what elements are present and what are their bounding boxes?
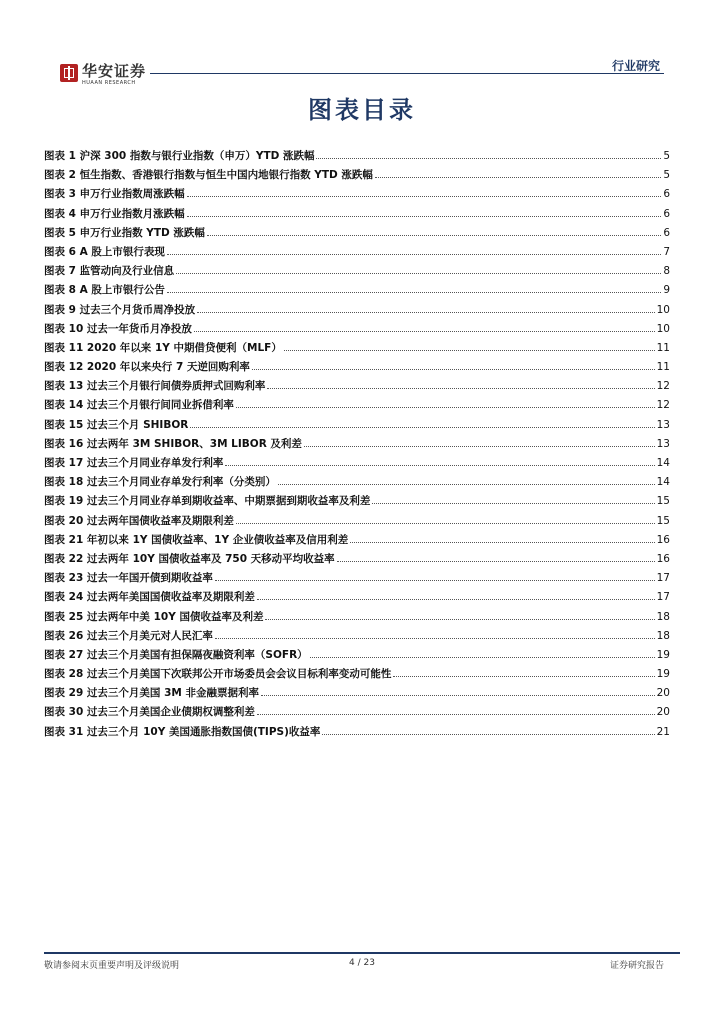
toc-entry-label: 图表 23 过去一年国开债到期收益率 [44, 572, 213, 585]
toc-entry-label: 图表 14 过去三个月银行间同业拆借利率 [44, 399, 234, 412]
toc-entry[interactable] [44, 206, 670, 225]
toc-dot-leader [215, 571, 655, 581]
toc-entry-label: 图表 30 过去三个月美国企业债期权调整利差 [44, 706, 255, 719]
toc-dot-leader [236, 514, 655, 524]
toc-entry-label: 图表 27 过去三个月美国有担保隔夜融资利率（SOFR） [44, 648, 308, 661]
toc-entry[interactable] [44, 397, 670, 416]
toc-entry[interactable] [44, 647, 670, 666]
toc-dot-leader [322, 725, 654, 735]
toc-dot-leader [194, 322, 655, 332]
toc-entry-page: 17 [656, 591, 670, 604]
toc-dot-leader [267, 379, 654, 389]
toc-entry-page: 14 [656, 476, 670, 489]
toc-entry-label: 图表 17 过去三个月同业存单发行利率 [44, 457, 224, 469]
toc-entry-label: 图表 5 申万行业指数 YTD 涨跌幅 [44, 226, 205, 239]
toc-entry-label: 图表 24 过去两年美国国债收益率及期限利差 [44, 591, 255, 604]
toc-entry[interactable] [44, 666, 670, 685]
section-tag: 行业研究 [611, 59, 660, 73]
toc-entry[interactable] [44, 302, 670, 321]
toc-dot-leader [236, 398, 655, 408]
toc-entry-label: 图表 15 过去三个月 SHIBOR [44, 418, 189, 431]
toc-entry[interactable] [44, 570, 670, 589]
toc-entry[interactable] [44, 263, 670, 282]
toc-entry-label: 图表 19 过去三个月同业存单到期收益率、中期票据到期收益率及利差 [44, 495, 371, 508]
toc-entry[interactable] [44, 378, 670, 397]
toc-entry-label: 图表 25 过去两年中美 10Y 国债收益率及利差 [44, 610, 264, 623]
toc-entry-page: 12 [656, 399, 670, 412]
toc-entry[interactable] [44, 551, 670, 570]
company-logo-text: 华安证券 [82, 62, 147, 80]
toc-entry-page: 12 [656, 380, 670, 393]
toc-dot-leader [252, 360, 655, 370]
toc-dot-leader [190, 418, 654, 428]
toc-dot-leader [187, 207, 662, 217]
toc-entry[interactable] [44, 340, 670, 359]
toc-entry-page: 6 [663, 226, 670, 239]
toc-dot-leader [310, 648, 655, 658]
toc-entry[interactable] [44, 244, 670, 263]
toc-entry[interactable] [44, 704, 670, 723]
toc-dot-leader [393, 667, 654, 677]
footer-report-type: 证券研究报告 [609, 961, 664, 971]
toc-entry-page: 21 [656, 725, 670, 738]
toc-entry[interactable] [44, 282, 670, 301]
toc-entry[interactable] [44, 417, 670, 436]
toc-dot-leader [207, 226, 661, 236]
toc-entry-page: 15 [656, 495, 670, 508]
page-number: 4 / 23 [349, 958, 375, 968]
toc-entry[interactable] [44, 513, 670, 532]
toc-entry-page: 18 [656, 610, 670, 623]
toc-entry-page: 7 [663, 245, 670, 258]
toc-entry-page: 15 [656, 514, 670, 527]
toc-dot-leader [257, 705, 655, 715]
toc-entry[interactable] [44, 628, 670, 647]
toc-dot-leader [225, 456, 654, 466]
toc-entry-page: 11 [656, 361, 670, 374]
toc-entry-page: 14 [656, 457, 670, 469]
figure-index [44, 148, 670, 743]
toc-entry-label: 图表 29 过去三个月美国 3M 非金融票据利率 [44, 687, 259, 700]
toc-entry[interactable] [44, 167, 670, 186]
toc-entry-page: 5 [663, 150, 670, 162]
toc-dot-leader [176, 264, 661, 274]
toc-dot-leader [257, 590, 655, 600]
toc-entry[interactable] [44, 321, 670, 340]
toc-entry[interactable] [44, 532, 670, 551]
toc-dot-leader [167, 283, 661, 293]
toc-entry-page: 13 [656, 418, 670, 431]
toc-entry-label: 图表 7 监管动向及行业信息 [44, 265, 175, 278]
toc-entry[interactable] [44, 589, 670, 608]
toc-entry-label: 图表 22 过去两年 10Y 国债收益率及 750 天移动平均收益率 [44, 552, 335, 565]
toc-entry-page: 5 [663, 169, 670, 182]
toc-entry-page: 9 [663, 284, 670, 297]
toc-entry-label: 图表 31 过去三个月 10Y 美国通胀指数国债(TIPS)收益率 [44, 725, 321, 738]
toc-entry-page: 16 [656, 552, 670, 565]
toc-entry-label: 图表 8 A 股上市银行公告 [44, 284, 165, 297]
toc-entry-label: 图表 11 2020 年以来 1Y 中期借贷便利（MLF） [44, 341, 282, 354]
toc-entry-page: 19 [656, 648, 670, 661]
toc-entry-label: 图表 3 申万行业指数周涨跌幅 [44, 188, 185, 201]
toc-dot-leader [278, 475, 655, 485]
toc-entry-label: 图表 28 过去三个月美国下次联邦公开市场委员会会议目标利率变动可能性 [44, 668, 392, 681]
toc-dot-leader [215, 629, 655, 639]
toc-entry-label: 图表 10 过去一年货币月净投放 [44, 322, 192, 335]
toc-entry-label: 图表 6 A 股上市银行表现 [44, 245, 165, 258]
toc-dot-leader [197, 303, 655, 313]
toc-dot-leader [187, 187, 662, 197]
page-title: 图表目录 [308, 96, 416, 124]
toc-entry[interactable] [44, 474, 670, 493]
toc-dot-leader [372, 494, 654, 504]
toc-entry-page: 11 [656, 341, 670, 354]
company-logo-subtitle: HUAAN RESEARCH [82, 80, 136, 86]
toc-entry-label: 图表 20 过去两年国债收益率及期限利差 [44, 514, 234, 527]
footer-divider [44, 952, 680, 954]
toc-entry-label: 图表 4 申万行业指数月涨跌幅 [44, 207, 185, 220]
toc-entry-page: 10 [656, 322, 670, 335]
toc-entry[interactable] [44, 186, 670, 205]
toc-entry-page: 8 [663, 265, 670, 278]
toc-dot-leader [261, 686, 655, 696]
toc-dot-leader [265, 610, 654, 620]
toc-dot-leader [350, 533, 654, 543]
toc-entry-page: 13 [656, 437, 670, 450]
toc-entry-page: 18 [656, 629, 670, 642]
toc-entry-label: 图表 1 沪深 300 指数与银行业指数（申万）YTD 涨跌幅 [44, 150, 315, 162]
toc-entry-label: 图表 18 过去三个月同业存单发行利率（分类别） [44, 476, 276, 489]
toc-entry-page: 20 [656, 687, 670, 700]
toc-entry-label: 图表 13 过去三个月银行间债券质押式回购利率 [44, 380, 266, 393]
header-divider [150, 73, 664, 74]
toc-dot-leader [167, 245, 661, 255]
toc-entry-label: 图表 26 过去三个月美元对人民汇率 [44, 629, 213, 642]
toc-entry[interactable] [44, 609, 670, 628]
toc-entry-page: 19 [656, 668, 670, 681]
toc-entry-label: 图表 9 过去三个月货币周净投放 [44, 303, 196, 316]
toc-entry-label: 图表 2 恒生指数、香港银行指数与恒生中国内地银行指数 YTD 涨跌幅 [44, 169, 373, 182]
toc-entry[interactable] [44, 436, 670, 455]
toc-entry-label: 图表 12 2020 年以来央行 7 天逆回购利率 [44, 361, 250, 374]
toc-entry-page: 17 [656, 572, 670, 585]
toc-entry-page: 10 [656, 303, 670, 316]
toc-entry[interactable] [44, 493, 670, 512]
toc-entry[interactable] [44, 359, 670, 378]
toc-entry-page: 20 [656, 706, 670, 719]
toc-entry[interactable] [44, 685, 670, 704]
toc-entry-page: 6 [663, 207, 670, 220]
company-logo-icon [60, 64, 78, 82]
toc-dot-leader [375, 168, 661, 178]
toc-dot-leader [316, 149, 661, 159]
toc-entry-page: 6 [663, 188, 670, 201]
toc-entry-label: 图表 16 过去两年 3M SHIBOR、3M LIBOR 及利差 [44, 437, 302, 450]
toc-entry[interactable] [44, 455, 670, 474]
toc-dot-leader [337, 552, 655, 562]
toc-entry-label: 图表 21 年初以来 1Y 国债收益率、1Y 企业债收益率及信用利差 [44, 533, 349, 546]
toc-entry-page: 16 [656, 533, 670, 546]
footer-disclaimer: 敬请参阅末页重要声明及评级说明 [44, 961, 180, 971]
toc-entry[interactable] [44, 225, 670, 244]
toc-entry[interactable] [44, 724, 670, 743]
toc-entry[interactable] [44, 148, 670, 167]
toc-dot-leader [304, 437, 655, 447]
toc-dot-leader [284, 341, 655, 351]
